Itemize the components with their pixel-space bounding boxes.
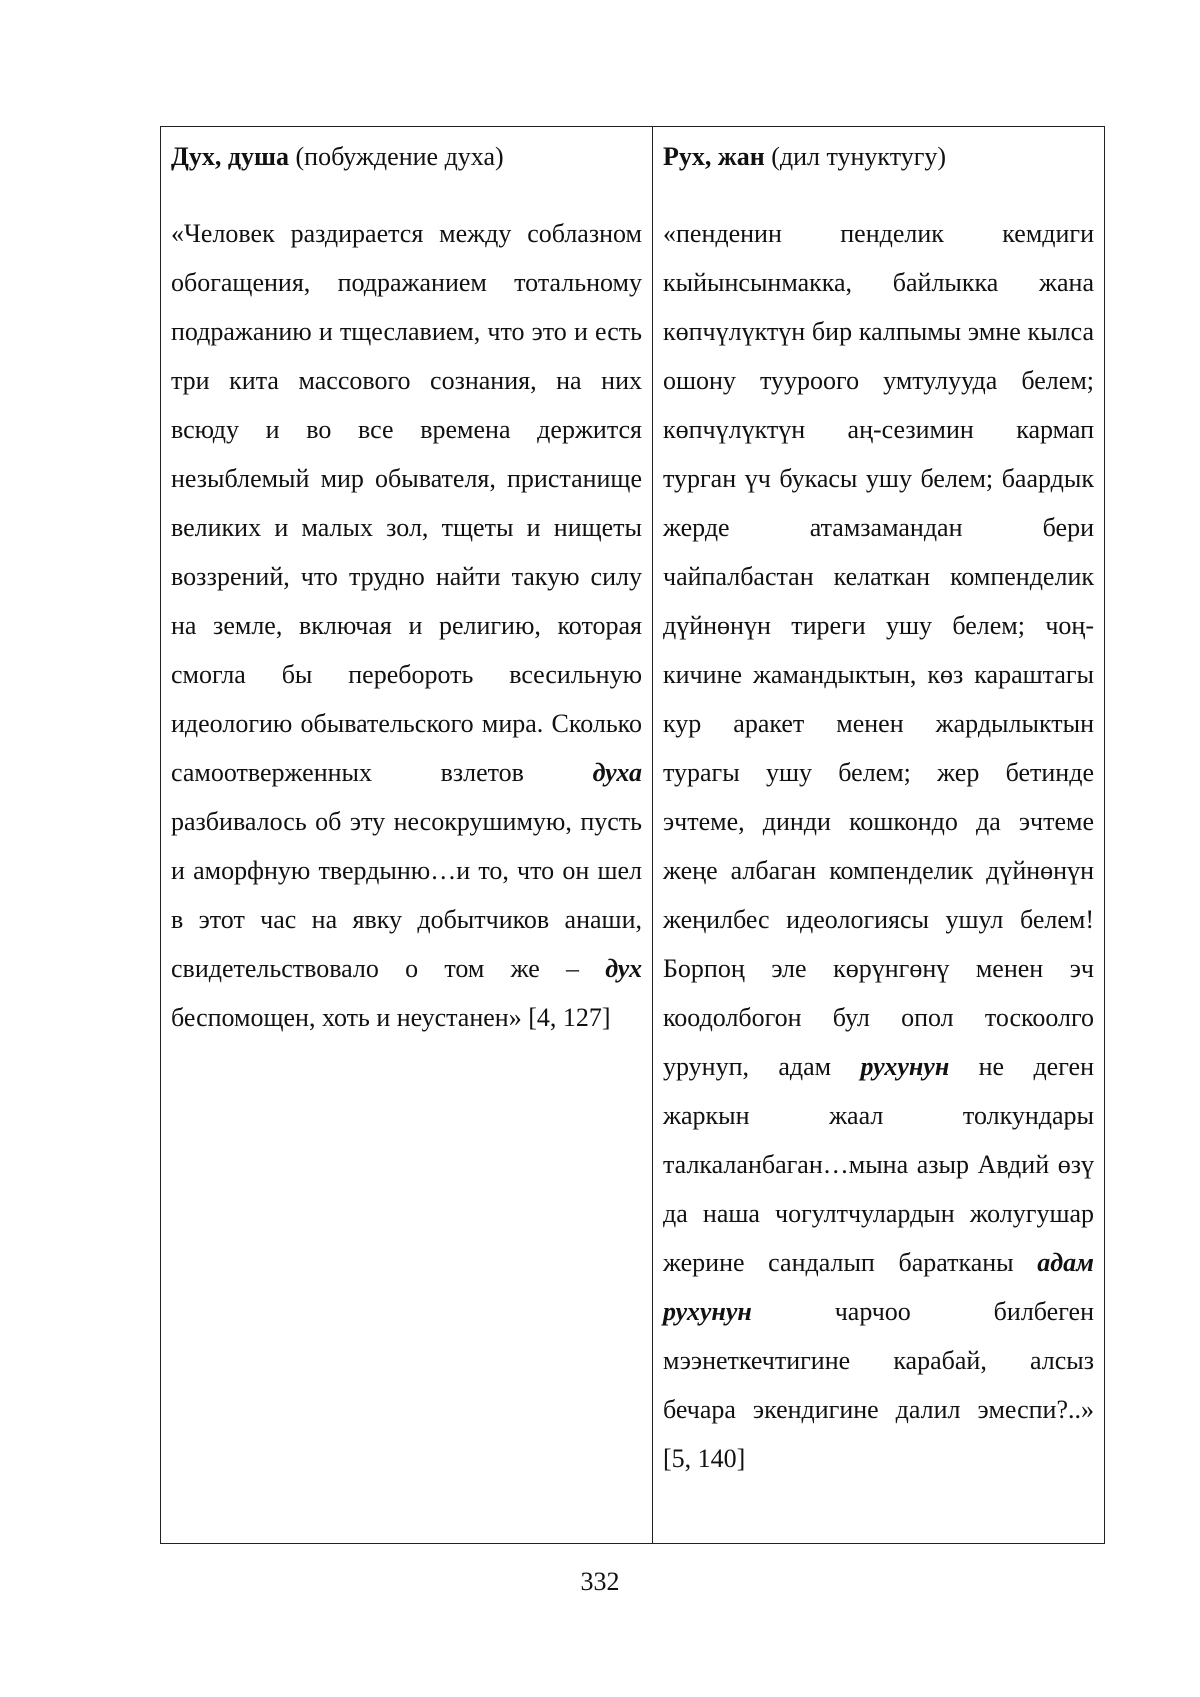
left-emphasis-1: духа: [592, 758, 642, 787]
table-row: [161, 127, 1105, 1544]
left-quote-part-3: беспомощен, хоть и неустанен» [4, 127]: [171, 1003, 611, 1032]
right-quote: [663, 209, 1094, 1483]
right-term: Рух, жан: [663, 142, 765, 171]
left-emphasis-2: дух: [605, 954, 642, 983]
left-term-note: (побуждение духа): [289, 142, 504, 171]
right-quote-part-1: «пенденин пенделик кемдиги кыйынсынмакка, байлыкка жана көпчүлүктүн бир калпымы эмне кылса ошону тууроого умтулууда белем; көпчүлүктүн аң-сезимин кармап турган үч букасы ушу белем; баардык жерде атамзамандан бери чайпалбастан келаткан компенделик дүйнөнүн тиреги ушу белем; чоң-кичине жамандыктын, көз караштагы кур аракет менен жардылыктын турагы ушу белем; жер бетинде эчтеме, динди кошкондо да эчтеме жеңе албаган компенделик дүйнөнүн жеңилбес идеологиясы ушул белем! Борпоң эле көрүнгөнү менен эч коодолбогон бул опол тоскоолго урунуп, адам: [663, 219, 1094, 1081]
right-column-header: [663, 132, 1094, 209]
right-quote-part-2: не деген жаркын жаал толкундары талкаланбаган…мына азыр Авдий өзү да наша чогултчулардын жолугушар жерине сандалып баратканы: [663, 1052, 1094, 1277]
left-quote-part-2: разбивалось об эту несокрушимую, пусть и аморфную твердыню…и то, что он шел в этот час на явку добытчиков анаши, свидетельствовало о том же –: [171, 807, 642, 983]
right-emphasis-1: рухунун: [860, 1052, 950, 1081]
left-column-header: [171, 132, 642, 209]
right-term-note: (дил тунуктугу): [764, 142, 947, 171]
left-term: Дух, душа: [171, 142, 289, 171]
right-quote-part-3: чарчоо билбеген мээнеткечтигине карабай, алсыз бечара экендигине далил эмеспи?..» [5, 140]: [663, 1297, 1094, 1473]
right-column-cell: [653, 127, 1105, 1544]
left-quote: [171, 209, 642, 1042]
right-emphasis-2: адам рухунун: [663, 1248, 1094, 1326]
page-number: 332: [580, 1567, 620, 1596]
left-column-cell: [161, 127, 653, 1544]
left-quote-part-1: «Человек раздирается между соблазном обогащения, подражанием тотальному подражанию и тщеславием, что это и есть три кита массового сознания, на них всюду и во все времена держится незыблемый мир обывателя, пристанище великих и малых зол, тщеты и нищеты воззрений, что трудно найти такую силу на земле, включая и религию, которая смогла бы перебороть всесильную идеологию обывательского мира. Сколько самоотверженных взлетов: [171, 219, 642, 787]
comparison-table: [160, 126, 1105, 1544]
